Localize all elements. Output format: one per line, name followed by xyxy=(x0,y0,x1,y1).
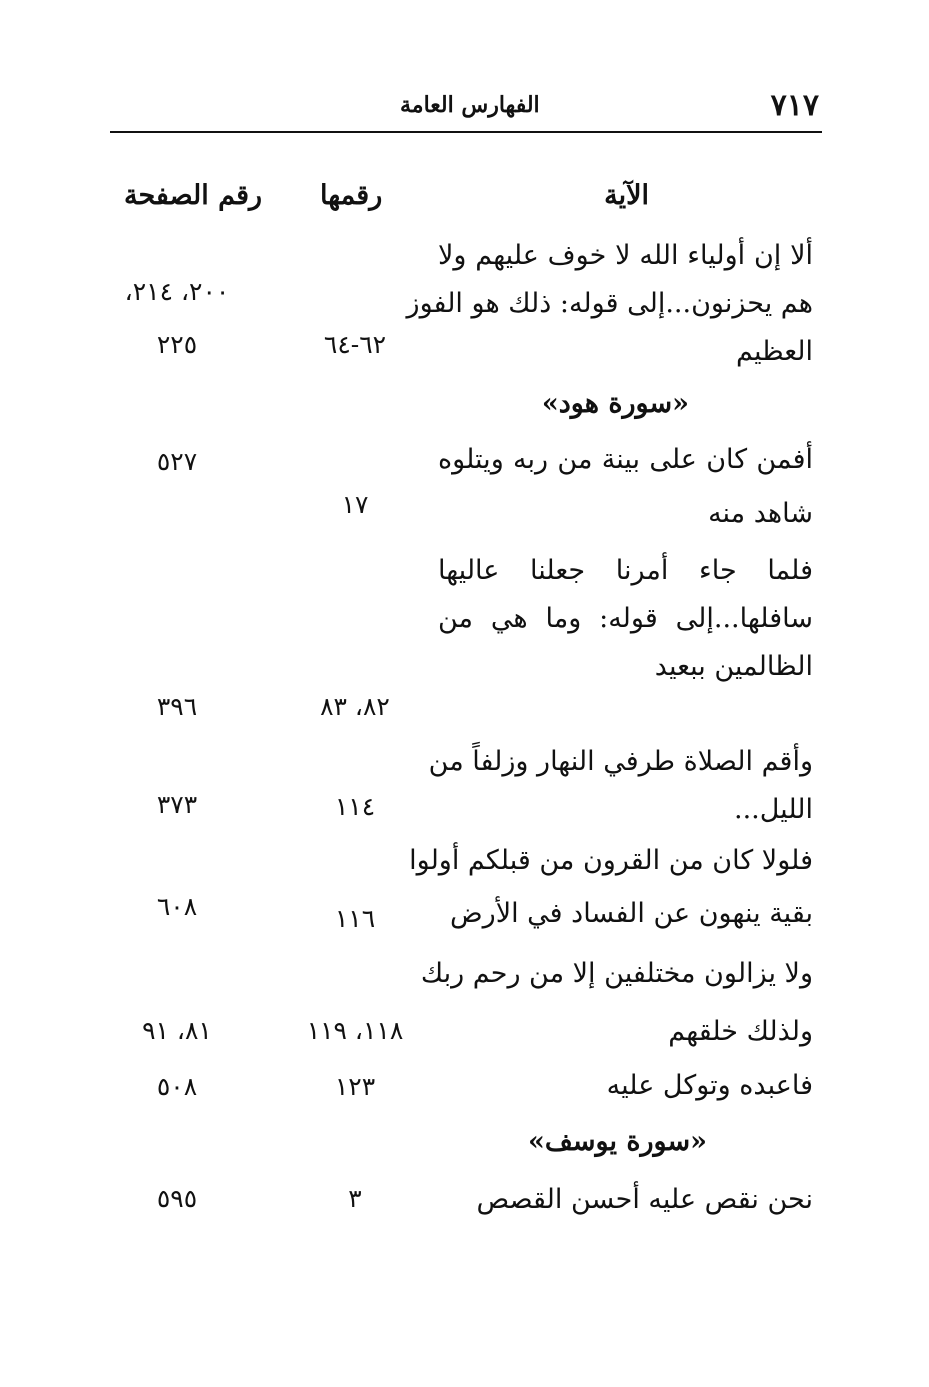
page-reference: ٣٩٦ xyxy=(156,692,198,721)
verse-number: ٨٢، ٨٣ xyxy=(320,692,390,721)
page-reference: ٥٩٥ xyxy=(156,1184,198,1213)
verse-number: ١٢٣ xyxy=(334,1072,376,1101)
verse-number: ١٧ xyxy=(341,490,369,519)
verse-line: سافلها...إلى قوله: وما هي من xyxy=(438,603,813,634)
verse-number: ١١٦ xyxy=(334,904,376,933)
verse-line: ألا إن أولياء الله لا خوف عليهم ولا xyxy=(438,240,813,271)
page-reference: ٦٠٨ xyxy=(156,892,198,921)
verse-line: فلما جاء أمرنا جعلنا عاليها xyxy=(438,555,813,586)
verse-line: ولذلك خلقهم xyxy=(668,1016,813,1047)
page-reference: ٢٢٥ xyxy=(156,330,198,359)
verse-number: ٣ xyxy=(348,1184,362,1213)
verse-line: وأقم الصلاة طرفي النهار وزلفاً من xyxy=(428,746,813,777)
verse-number: ٦٢-٦٤ xyxy=(323,330,387,359)
verse-line: فلولا كان من القرون من قبلكم أولوا xyxy=(409,845,813,876)
page-reference: ٥٠٨ xyxy=(156,1072,198,1101)
page-reference: ٥٢٧ xyxy=(156,447,198,476)
verse-line: بقية ينهون عن الفساد في الأرض xyxy=(450,898,813,929)
verse-line: الظالمين ببعيد xyxy=(654,651,813,682)
verse-line: شاهد منه xyxy=(708,498,813,529)
verse-line: هم يحزنون...إلى قوله: ذلك هو الفوز xyxy=(406,288,813,319)
surah-heading: «سورة هود» xyxy=(541,388,689,419)
verse-line: ولا يزالون مختلفين إلا من رحم ربك xyxy=(420,958,813,989)
running-header: الفهارس العامة xyxy=(400,92,540,118)
surah-heading: «سورة يوسف» xyxy=(528,1126,707,1157)
page-reference: ٣٧٣ xyxy=(156,790,198,819)
verse-number: ١١٤ xyxy=(334,792,376,821)
header-rule xyxy=(110,131,822,133)
column-heading-number: رقمها xyxy=(320,180,383,211)
column-heading-page: رقم الصفحة xyxy=(124,180,263,211)
verse-number: ١١٨، ١١٩ xyxy=(306,1016,404,1045)
verse-line: الليل... xyxy=(733,794,813,825)
verse-line: العظيم xyxy=(735,336,813,367)
page-reference: ٢٠٠، ٢١٤، xyxy=(124,277,230,306)
page-reference: ٨١، ٩١ xyxy=(142,1016,212,1045)
column-heading-verse: الآية xyxy=(604,180,649,211)
verse-line: فاعبده وتوكل عليه xyxy=(606,1070,813,1101)
verse-line: أفمن كان على بينة من ربه ويتلوه xyxy=(438,444,813,475)
verse-line: نحن نقص عليه أحسن القصص xyxy=(476,1184,813,1215)
page-number: ٧١٧ xyxy=(770,88,819,123)
